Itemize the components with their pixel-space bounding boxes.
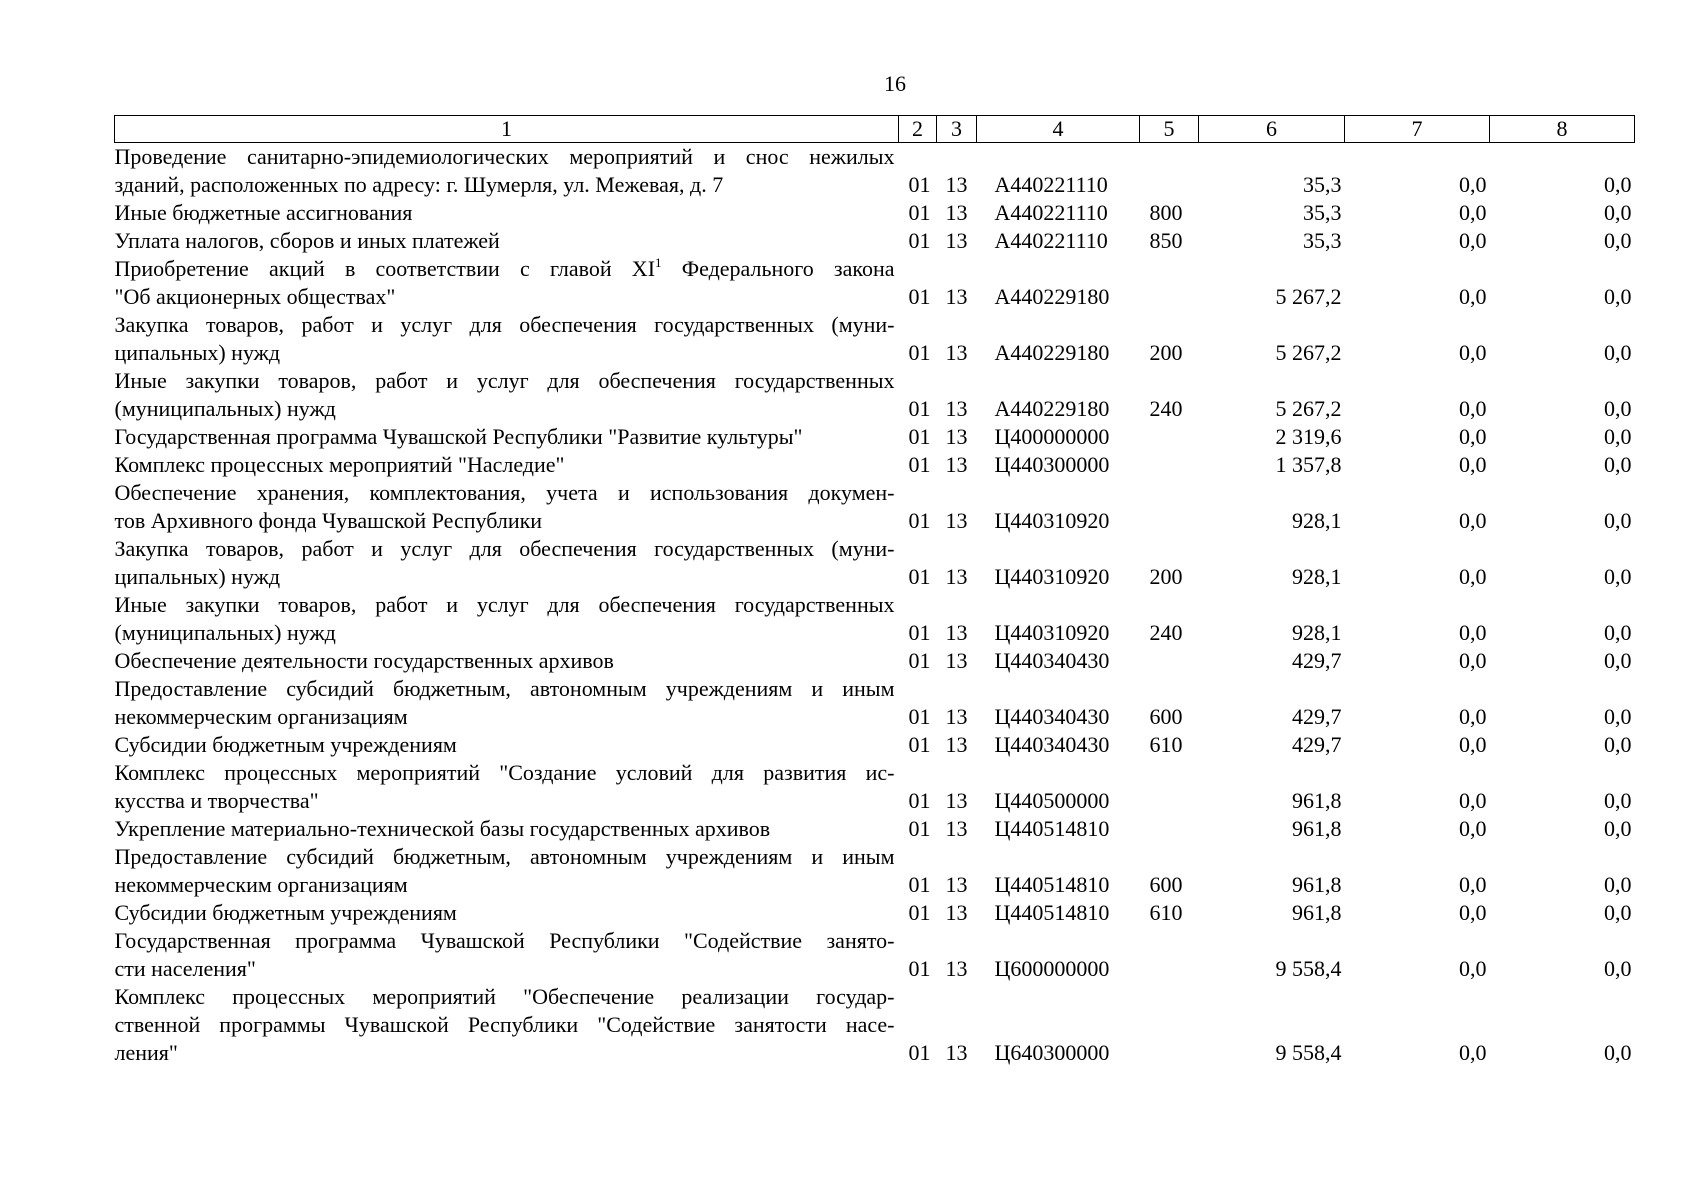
row-name-line (115, 731, 895, 759)
row-name-text: Государственная программа Чувашской Республики "Развитие культуры" (114, 424, 803, 449)
expense-type-code: 200 (1149, 340, 1183, 365)
row-name (115, 927, 899, 983)
amount-current-year: 961,8 (1292, 900, 1342, 925)
subsection-code: 13 (945, 200, 968, 225)
amount-year-2: 0,0 (1459, 900, 1487, 925)
row-name (115, 227, 899, 255)
target-article-code: Ц440514810 (994, 816, 1110, 841)
amount-year-3: 0,0 (1604, 284, 1632, 309)
header-col-5: 5 (1140, 116, 1199, 143)
subsection-code: 13 (945, 704, 968, 729)
row-name-line (115, 787, 895, 815)
section-code: 01 (908, 1040, 931, 1065)
amount-current-year: 961,8 (1292, 788, 1342, 813)
table-row (115, 759, 1635, 815)
amount-year-2: 0,0 (1459, 1040, 1487, 1065)
expense-type-code (1140, 451, 1199, 479)
row-name-line (115, 367, 895, 395)
section-code: 01 (908, 424, 931, 449)
expense-type-code: 240 (1149, 620, 1183, 645)
target-article-code: Ц440310920 (994, 620, 1110, 645)
table-row (115, 647, 1635, 675)
row-name-line (115, 927, 895, 955)
section-code: 01 (908, 648, 931, 673)
row-name-line (115, 143, 895, 171)
amount-year-2: 0,0 (1459, 396, 1487, 421)
row-name-line (115, 227, 895, 255)
row-name-text: Федерального закона (661, 256, 895, 281)
amount-current-year: 2 319,6 (1275, 424, 1342, 449)
table-row (115, 843, 1635, 899)
row-name-text: Субсидии бюджетным учреждениям (114, 900, 457, 925)
amount-year-3: 0,0 (1604, 788, 1632, 813)
amount-year-2: 0,0 (1459, 704, 1487, 729)
row-name-text: ципальных) нужд (114, 564, 281, 589)
row-name-text: Проведение санитарно-эпидемиологических мероприятий и снос нежилых (114, 144, 895, 169)
amount-current-year: 961,8 (1292, 872, 1342, 897)
row-name-line (115, 507, 895, 535)
amount-year-3: 0,0 (1604, 564, 1632, 589)
table-row (115, 423, 1635, 451)
row-name (115, 675, 899, 731)
target-article-code: Ц400000000 (994, 424, 1110, 449)
row-name-line (115, 199, 895, 227)
table-row (115, 227, 1635, 255)
row-name-text: тов Архивного фонда Чувашской Республики (114, 508, 543, 533)
section-code: 01 (908, 732, 931, 757)
row-name-text: Субсидии бюджетным учреждениям (114, 732, 457, 757)
amount-year-3: 0,0 (1604, 872, 1632, 897)
row-name-text: Обеспечение деятельности государственных архивов (114, 648, 614, 673)
section-code: 01 (908, 872, 931, 897)
row-name-line (115, 1039, 895, 1067)
amount-year-2: 0,0 (1459, 956, 1487, 981)
subsection-code: 13 (945, 1040, 968, 1065)
superscript: 1 (655, 255, 662, 270)
row-name-text: кусства и творчества" (114, 788, 319, 813)
subsection-code: 13 (945, 340, 968, 365)
target-article-code: А440229180 (994, 284, 1110, 309)
expense-type-code: 600 (1149, 704, 1183, 729)
section-code: 01 (908, 508, 931, 533)
table-header (115, 116, 1635, 143)
amount-current-year: 9 558,4 (1275, 956, 1342, 981)
row-name-text: Комплекс процессных мероприятий "Наследие" (114, 452, 565, 477)
table-row (115, 731, 1635, 759)
subsection-code: 13 (945, 648, 968, 673)
page-number: 16 (884, 71, 906, 96)
subsection-code: 13 (945, 956, 968, 981)
row-name-line (115, 339, 895, 367)
amount-year-3: 0,0 (1604, 228, 1632, 253)
expense-type-code (1140, 983, 1199, 1067)
amount-year-3: 0,0 (1604, 172, 1632, 197)
table-body (115, 143, 1635, 1068)
amount-year-3: 0,0 (1604, 452, 1632, 477)
subsection-code: 13 (945, 452, 968, 477)
section-code: 01 (908, 620, 931, 645)
row-name-line (115, 619, 895, 647)
section-code: 01 (908, 452, 931, 477)
row-name-text: "Об акционерных обществах" (114, 284, 396, 309)
row-name-text: Иные бюджетные ассигнования (114, 200, 413, 225)
section-code: 01 (908, 564, 931, 589)
amount-year-3: 0,0 (1604, 396, 1632, 421)
amount-year-3: 0,0 (1604, 424, 1632, 449)
section-code: 01 (908, 200, 931, 225)
subsection-code: 13 (945, 732, 968, 757)
expense-type-code (1140, 143, 1199, 200)
amount-year-2: 0,0 (1459, 872, 1487, 897)
amount-year-2: 0,0 (1459, 172, 1487, 197)
row-name-line (115, 451, 895, 479)
amount-year-2: 0,0 (1459, 340, 1487, 365)
target-article-code: Ц440340430 (994, 648, 1110, 673)
amount-current-year: 928,1 (1292, 508, 1342, 533)
expense-type-code: 610 (1149, 732, 1183, 757)
amount-current-year: 429,7 (1292, 704, 1342, 729)
target-article-code: А440221110 (994, 172, 1108, 197)
target-article-code: Ц440514810 (994, 872, 1110, 897)
target-article-code: Ц440500000 (994, 788, 1110, 813)
row-name-text: Предоставление субсидий бюджетным, автономным учреждениям и иным (114, 844, 895, 869)
section-code: 01 (908, 900, 931, 925)
amount-year-2: 0,0 (1459, 200, 1487, 225)
amount-year-2: 0,0 (1459, 732, 1487, 757)
row-name-line (115, 899, 895, 927)
amount-year-3: 0,0 (1604, 732, 1632, 757)
section-code: 01 (908, 228, 931, 253)
amount-year-3: 0,0 (1604, 1040, 1632, 1065)
header-row (115, 116, 1635, 143)
amount-current-year: 5 267,2 (1275, 396, 1342, 421)
table-row (115, 255, 1635, 311)
row-name (115, 423, 899, 451)
expense-type-code: 850 (1149, 228, 1183, 253)
subsection-code: 13 (945, 228, 968, 253)
subsection-code: 13 (945, 620, 968, 645)
row-name-text: некоммерческим организациям (114, 704, 408, 729)
amount-current-year: 5 267,2 (1275, 340, 1342, 365)
row-name-text: (муниципальных) нужд (114, 620, 336, 645)
expense-type-code: 600 (1149, 872, 1183, 897)
row-name-text: Государственная программа Чувашской Республики "Содействие занято- (114, 928, 895, 953)
amount-year-2: 0,0 (1459, 648, 1487, 673)
row-name-line (115, 759, 895, 787)
row-name-text: Иные закупки товаров, работ и услуг для обеспечения государственных (114, 368, 895, 393)
amount-year-2: 0,0 (1459, 452, 1487, 477)
row-name-line (115, 675, 895, 703)
header-col-4: 4 (977, 116, 1140, 143)
budget-table (114, 115, 1635, 1067)
table-row (115, 479, 1635, 535)
row-name (115, 815, 899, 843)
row-name-line (115, 479, 895, 507)
row-name (115, 647, 899, 675)
table-row (115, 983, 1635, 1067)
section-code: 01 (908, 956, 931, 981)
row-name-text: Закупка товаров, работ и услуг для обеспечения государственных (муни- (114, 536, 895, 561)
row-name (115, 983, 899, 1067)
amount-current-year: 1 357,8 (1275, 452, 1342, 477)
row-name (115, 535, 899, 591)
row-name (115, 479, 899, 535)
target-article-code: Ц640300000 (994, 1040, 1110, 1065)
amount-year-3: 0,0 (1604, 620, 1632, 645)
amount-current-year: 9 558,4 (1275, 1040, 1342, 1065)
header-col-6: 6 (1199, 116, 1345, 143)
row-name (115, 199, 899, 227)
amount-year-2: 0,0 (1459, 508, 1487, 533)
expense-type-code: 610 (1149, 900, 1183, 925)
row-name-line (115, 311, 895, 339)
target-article-code: Ц440310920 (994, 508, 1110, 533)
row-name (115, 311, 899, 367)
target-article-code: Ц440300000 (994, 452, 1110, 477)
row-name-line (115, 423, 895, 451)
row-name-text: Предоставление субсидий бюджетным, автономным учреждениям и иным (114, 676, 895, 701)
row-name-line (115, 1011, 895, 1039)
amount-year-2: 0,0 (1459, 424, 1487, 449)
section-code: 01 (908, 704, 931, 729)
subsection-code: 13 (945, 788, 968, 813)
expense-type-code (1140, 927, 1199, 983)
row-name-text: (муниципальных) нужд (114, 396, 336, 421)
row-name (115, 843, 899, 899)
table-row (115, 535, 1635, 591)
amount-year-3: 0,0 (1604, 900, 1632, 925)
section-code: 01 (908, 284, 931, 309)
row-name-text: Иные закупки товаров, работ и услуг для обеспечения государственных (114, 592, 895, 617)
row-name (115, 899, 899, 927)
row-name-text: ственной программы Чувашской Республики "Содействие занятости насе- (114, 1012, 895, 1037)
row-name-line (115, 843, 895, 871)
amount-current-year: 35,3 (1303, 200, 1342, 225)
row-name-text: Закупка товаров, работ и услуг для обеспечения государственных (муни- (114, 312, 895, 337)
section-code: 01 (908, 396, 931, 421)
row-name-text: ципальных) нужд (114, 340, 281, 365)
subsection-code: 13 (945, 172, 968, 197)
table-row (115, 199, 1635, 227)
expense-type-code (1140, 815, 1199, 843)
expense-type-code: 240 (1149, 396, 1183, 421)
header-col-8: 8 (1490, 116, 1635, 143)
target-article-code: А440229180 (994, 340, 1110, 365)
expense-type-code (1140, 647, 1199, 675)
header-col-3: 3 (937, 116, 977, 143)
table-row (115, 675, 1635, 731)
amount-current-year: 35,3 (1303, 172, 1342, 197)
row-name-text: сти населения" (114, 956, 256, 981)
row-name-text: зданий, расположенных по адресу: г. Шумерля, ул. Межевая, д. 7 (114, 172, 724, 197)
amount-current-year: 961,8 (1292, 816, 1342, 841)
table-row (115, 591, 1635, 647)
amount-year-2: 0,0 (1459, 564, 1487, 589)
table-row (115, 815, 1635, 843)
amount-year-3: 0,0 (1604, 816, 1632, 841)
amount-current-year: 35,3 (1303, 228, 1342, 253)
amount-year-3: 0,0 (1604, 340, 1632, 365)
amount-current-year: 429,7 (1292, 732, 1342, 757)
row-name-text: Уплата налогов, сборов и иных платежей (114, 228, 500, 253)
amount-current-year: 928,1 (1292, 620, 1342, 645)
row-name-line (115, 703, 895, 731)
table-row (115, 451, 1635, 479)
amount-year-2: 0,0 (1459, 816, 1487, 841)
row-name-line (115, 395, 895, 423)
row-name (115, 255, 899, 311)
table-row (115, 367, 1635, 423)
table-row (115, 927, 1635, 983)
section-code: 01 (908, 340, 931, 365)
subsection-code: 13 (945, 872, 968, 897)
row-name-text: Комплекс процессных мероприятий "Создание условий для развития ис- (114, 760, 895, 785)
subsection-code: 13 (945, 284, 968, 309)
target-article-code: Ц600000000 (994, 956, 1110, 981)
row-name (115, 731, 899, 759)
subsection-code: 13 (945, 564, 968, 589)
table-row (115, 899, 1635, 927)
amount-year-3: 0,0 (1604, 648, 1632, 673)
expense-type-code: 200 (1149, 564, 1183, 589)
row-name-text: Укрепление материально-технической базы государственных архивов (114, 816, 771, 841)
row-name (115, 451, 899, 479)
target-article-code: А440229180 (994, 396, 1110, 421)
amount-year-3: 0,0 (1604, 704, 1632, 729)
expense-type-code (1140, 423, 1199, 451)
amount-year-3: 0,0 (1604, 508, 1632, 533)
amount-year-2: 0,0 (1459, 228, 1487, 253)
subsection-code: 13 (945, 816, 968, 841)
subsection-code: 13 (945, 424, 968, 449)
row-name (115, 759, 899, 815)
expense-type-code (1140, 479, 1199, 535)
row-name-line (115, 171, 895, 199)
row-name-text: некоммерческим организациям (114, 872, 408, 897)
target-article-code: Ц440514810 (994, 900, 1110, 925)
row-name (115, 143, 899, 200)
row-name-line (115, 647, 895, 675)
row-name (115, 591, 899, 647)
row-name (115, 367, 899, 423)
row-name-text: ления" (114, 1040, 178, 1065)
section-code: 01 (908, 172, 931, 197)
expense-type-code: 800 (1149, 200, 1183, 225)
row-name-text: Комплекс процессных мероприятий "Обеспечение реализации государ- (114, 984, 895, 1009)
target-article-code: Ц440310920 (994, 564, 1110, 589)
expense-type-code (1140, 759, 1199, 815)
row-name-line (115, 591, 895, 619)
amount-year-2: 0,0 (1459, 788, 1487, 813)
subsection-code: 13 (945, 900, 968, 925)
amount-year-3: 0,0 (1604, 200, 1632, 225)
amount-current-year: 429,7 (1292, 648, 1342, 673)
amount-year-2: 0,0 (1459, 620, 1487, 645)
row-name-text: Приобретение акций в соответствии с главой XI (114, 256, 656, 281)
row-name-line (115, 255, 895, 283)
target-article-code: Ц440340430 (994, 704, 1110, 729)
header-col-1: 1 (115, 116, 899, 143)
target-article-code: А440221110 (994, 228, 1108, 253)
target-article-code: А440221110 (994, 200, 1108, 225)
subsection-code: 13 (945, 508, 968, 533)
target-article-code: Ц440340430 (994, 732, 1110, 757)
row-name-line (115, 871, 895, 899)
section-code: 01 (908, 816, 931, 841)
row-name-line (115, 535, 895, 563)
row-name-text: Обеспечение хранения, комплектования, учета и использования докумен- (114, 480, 895, 505)
table-row (115, 311, 1635, 367)
subsection-code: 13 (945, 396, 968, 421)
amount-current-year: 928,1 (1292, 564, 1342, 589)
header-col-2: 2 (899, 116, 937, 143)
amount-current-year: 5 267,2 (1275, 284, 1342, 309)
amount-year-2: 0,0 (1459, 284, 1487, 309)
header-col-7: 7 (1345, 116, 1490, 143)
section-code: 01 (908, 788, 931, 813)
amount-year-3: 0,0 (1604, 956, 1632, 981)
row-name-line (115, 983, 895, 1011)
table-row (115, 143, 1635, 200)
expense-type-code (1140, 255, 1199, 311)
row-name-line (115, 563, 895, 591)
row-name-line (115, 283, 895, 311)
row-name-line (115, 815, 895, 843)
row-name-line (115, 955, 895, 983)
